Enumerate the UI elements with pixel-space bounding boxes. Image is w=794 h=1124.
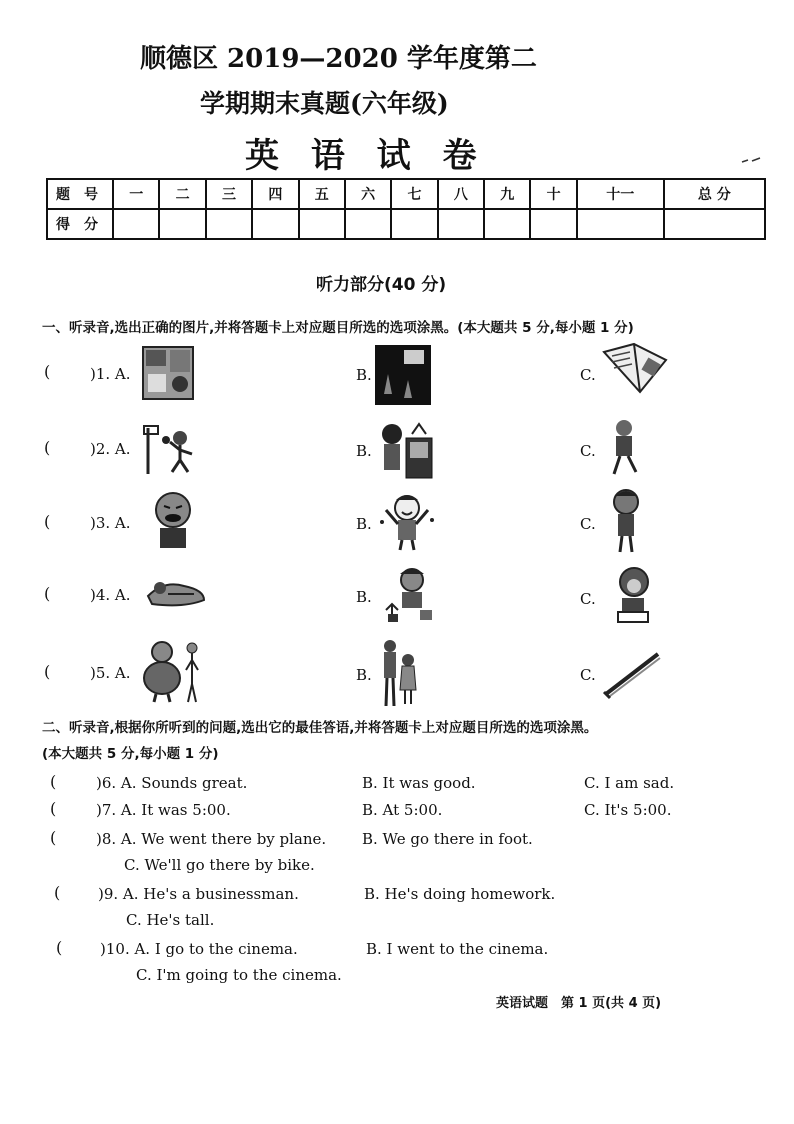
q7-option-a: )7. A. It was 5:00.: [96, 801, 231, 819]
section2-instruction-score: (本大题共 5 分,每小题 1 分): [42, 746, 219, 762]
q3-c-picture[interactable]: [608, 488, 644, 554]
q6-option-a: )6. A. Sounds great.: [96, 774, 248, 792]
q4-c-picture[interactable]: [606, 566, 658, 626]
q1-b-picture[interactable]: [374, 344, 432, 406]
row-label-question: 题号: [47, 179, 113, 209]
q1-c-picture[interactable]: [600, 340, 670, 396]
score-cell[interactable]: [113, 209, 159, 239]
q9-option-b: B. He's doing homework.: [364, 885, 556, 903]
q9-option-a: )9. A. He's a businessman.: [98, 885, 299, 903]
answer-paren[interactable]: (: [44, 584, 51, 603]
q4-b-picture[interactable]: [380, 566, 438, 624]
q4-prefix: )4. A.: [90, 586, 131, 604]
col-3: 三: [206, 179, 252, 209]
q8-option-c: C. We'll go there by bike.: [124, 856, 315, 874]
score-cell[interactable]: [577, 209, 664, 239]
score-cell[interactable]: [252, 209, 298, 239]
q4-b-label: B.: [356, 588, 372, 606]
q4-a-picture[interactable]: [144, 576, 208, 610]
score-cell[interactable]: [345, 209, 391, 239]
col-6: 六: [345, 179, 391, 209]
title-line-1: 顺德区 2019—2020 学年度第二: [140, 44, 537, 74]
answer-paren[interactable]: (: [50, 828, 57, 847]
score-table: [46, 178, 766, 240]
q5-a-picture[interactable]: [140, 638, 206, 704]
q3-prefix: )3. A.: [90, 514, 131, 532]
q10-option-b: B. I went to the cinema.: [366, 940, 549, 958]
answer-paren[interactable]: (: [56, 938, 63, 957]
q2-c-picture[interactable]: [606, 418, 642, 478]
score-cell[interactable]: [391, 209, 437, 239]
q10-option-a: )10. A. I go to the cinema.: [100, 940, 298, 958]
score-row-question: [47, 179, 765, 209]
q5-b-picture[interactable]: [376, 638, 422, 708]
q7-option-c: C. It's 5:00.: [584, 801, 672, 819]
q9-option-c: C. He's tall.: [126, 911, 215, 929]
answer-paren[interactable]: (: [44, 662, 51, 681]
score-cell[interactable]: [664, 209, 765, 239]
answer-paren[interactable]: (: [54, 883, 61, 902]
row-label-points: 得分: [47, 209, 113, 239]
score-cell[interactable]: [299, 209, 345, 239]
q2-b-label: B.: [356, 442, 372, 460]
answer-paren[interactable]: (: [50, 772, 57, 791]
score-cell[interactable]: [159, 209, 205, 239]
answer-paren[interactable]: (: [44, 362, 51, 381]
col-4: 四: [252, 179, 298, 209]
listening-heading: 听力部分(40 分): [316, 275, 447, 295]
q4-c-label: C.: [580, 590, 596, 608]
section1-instruction: 一、听录音,选出正确的图片,并将答题卡上对应题目所选的选项涂黑。(本大题共 5 分,每小题 1 分): [42, 320, 634, 336]
col-2: 二: [159, 179, 205, 209]
q3-a-picture[interactable]: [146, 490, 200, 552]
q7-option-b: B. At 5:00.: [362, 801, 443, 819]
section2-instruction: 二、听录音,根据你所听到的问题,选出它的最佳答语,并将答题卡上对应题目所选的选项涂黑。: [42, 720, 598, 736]
answer-paren[interactable]: (: [44, 512, 51, 531]
q3-b-label: B.: [356, 515, 372, 533]
q5-b-label: B.: [356, 666, 372, 684]
q2-b-picture[interactable]: [376, 420, 436, 480]
q1-prefix: )1. A.: [90, 365, 131, 383]
q1-a-picture[interactable]: [142, 346, 194, 400]
q3-c-label: C.: [580, 515, 596, 533]
score-cell[interactable]: [438, 209, 484, 239]
title-line-3: 英 语 试 卷: [245, 136, 487, 176]
score-row-points: [47, 209, 765, 239]
q2-c-label: C.: [580, 442, 596, 460]
q1-c-label: C.: [580, 366, 596, 384]
col-10: 十: [530, 179, 576, 209]
col-9: 九: [484, 179, 530, 209]
q5-c-label: C.: [580, 666, 596, 684]
page-footer: 英语试题 第 1 页(共 4 页): [496, 996, 662, 1011]
q1-b-label: B.: [356, 366, 372, 384]
q2-prefix: )2. A.: [90, 440, 131, 458]
col-7: 七: [391, 179, 437, 209]
score-cell[interactable]: [484, 209, 530, 239]
q6-option-c: C. I am sad.: [584, 774, 675, 792]
q5-prefix: )5. A.: [90, 664, 131, 682]
answer-paren[interactable]: (: [44, 438, 51, 457]
col-8: 八: [438, 179, 484, 209]
score-cell[interactable]: [530, 209, 576, 239]
q6-option-b: B. It was good.: [362, 774, 476, 792]
q8-option-b: B. We go there in foot.: [362, 830, 533, 848]
col-1: 一: [113, 179, 159, 209]
q2-a-picture[interactable]: [140, 420, 202, 476]
score-cell[interactable]: [206, 209, 252, 239]
q5-c-picture[interactable]: [600, 648, 664, 700]
corner-mark: [740, 156, 762, 164]
answer-paren[interactable]: (: [50, 799, 57, 818]
col-11: 十一: [577, 179, 664, 209]
q3-b-picture[interactable]: [376, 490, 438, 552]
q10-option-c: C. I'm going to the cinema.: [136, 966, 342, 984]
title-line-2: 学期期末真题(六年级): [200, 89, 449, 118]
col-total: 总 分: [664, 179, 765, 209]
q8-option-a: )8. A. We went there by plane.: [96, 830, 327, 848]
col-5: 五: [299, 179, 345, 209]
